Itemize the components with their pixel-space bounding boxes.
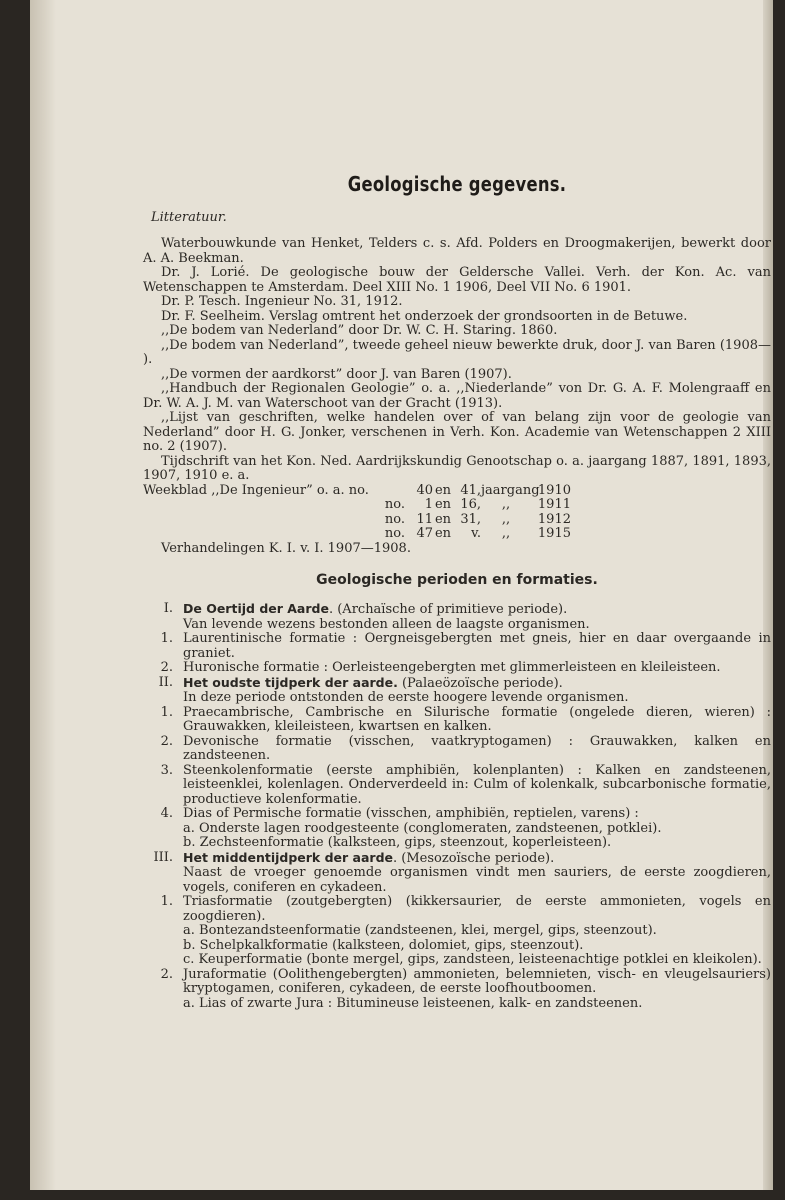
reference-item: Dr. J. Lorié. De geologische bouw der Geldersche Vallei. Verh. der Kon. Ac. van Wetenschappen te Amsterdam. Deel XIII No. 1 1906, Deel VII No. 6 1901. [143, 265, 771, 295]
item-subpoint: a. Lias of zwarte Jura : Bitumineuse leisteenen, kalk- en zandsteenen. [183, 995, 643, 1011]
item-text [183, 602, 771, 618]
item-body: (Palaeözoïsche periode). [397, 675, 563, 691]
item-subpoint: c. Keuperformatie (bonte mergel, gips, zandsteen, leisteenachtige potklei en kleikolen). [183, 952, 762, 967]
item-body: Huronische formatie : Oerleisteengebergten met glimmerleisteen en kleileisteen. [183, 660, 721, 675]
item-body: . (Mesozoïsche periode). [393, 850, 555, 866]
weekblad-no: 40 [416, 482, 433, 498]
weekblad-row [143, 513, 771, 528]
weekblad-year: 1910 [537, 482, 571, 498]
item-text [183, 807, 771, 822]
weekblad-en: en [434, 511, 452, 527]
period-item [143, 735, 771, 764]
item-text [183, 851, 771, 867]
item-subpoint: b. Schelpkalkformatie (kalksteen, dolomiet, gips, steenzout). [183, 937, 584, 953]
period-item [143, 851, 771, 867]
item-text [183, 706, 771, 735]
weekblad-jaargang: jaargang [481, 482, 540, 498]
reference-list [143, 237, 771, 484]
weekblad-no2: 16, [460, 497, 481, 512]
period-item [143, 661, 771, 676]
item-body: Laurentinische formatie : Oergneisgebergten met gneis, hier en daar overgaande in graniet. [183, 631, 771, 661]
page-title: Geologische gegevens. [347, 172, 567, 196]
reference-item: Tijdschrift van het Kon. Ned. Aardrijkskundig Genootschap o. a. jaargang 1887, 1891, 1893, 1907, 1910 e. a. [143, 453, 771, 483]
weekblad-en: en [434, 497, 452, 512]
weekblad-row [143, 484, 771, 499]
weekblad-year: 1915 [537, 526, 571, 541]
item-heading: Het oudste tijdperk der aarde. [183, 674, 398, 690]
period-item [143, 602, 771, 618]
item-body: Juraformatie (Oolithengebergten) ammonieten, belemnieten, visch- en vleugelsauriers) kryptogamen, coniferen, cykadeen, de eerste loofhoutboomen. [183, 966, 771, 996]
reference-item: Waterbouwkunde van Henket, Telders c. s. Afd. Polders en Droogmakerijen, bewerkt door A. A. Beekman. [143, 236, 771, 266]
period-item [143, 764, 771, 808]
litteratuur-label: Litteratuur. [151, 210, 227, 225]
item-number: III. [153, 849, 173, 865]
item-body: Devonische formatie (visschen, vaatkryptogamen) : Grauwakken, kalken en zandsteenen. [183, 733, 771, 763]
item-subpoint: a. Onderste lagen roodgesteente (conglomeraten, zandsteenen, potklei). [183, 820, 662, 836]
item-number: II. [158, 674, 173, 690]
item-continuation: Naast de vroeger genoemde organismen vindt men sauriers, de eerste zoogdieren, vogels, coniferen en cykadeen. [183, 865, 771, 895]
item-body: Praecambrische, Cambrische en Silurische formatie (ongelede dieren, wieren) : Grauwakken, kleileisteen, kwartsen en kalken. [183, 704, 771, 734]
item-number: 4. [160, 806, 173, 821]
verhandelingen-ref: Verhandelingen K. I. v. I. 1907—1908. [161, 540, 411, 556]
weekblad-source: no. [384, 526, 405, 541]
weekblad-source: no. [384, 511, 405, 527]
reference-item: ,,De bodem van Nederland”, tweede geheel nieuw bewerkte druk, door J. van Baren (1908— ). [143, 337, 771, 367]
item-continuation: Van levende wezens bestonden alleen de laagste organismen. [183, 616, 590, 632]
weekblad-year: 1912 [537, 511, 571, 527]
item-text [183, 676, 771, 692]
item-text [183, 968, 771, 997]
reference-item: ,,De bodem van Nederland” door Dr. W. C. H. Staring. 1860. [161, 323, 558, 338]
item-body: Steenkolenformatie (eerste amphibiën, kolenplanten) : Kalken en zandsteenen, leisteenklei, kolenlagen. Onderverdeeld in: Culm of kolenkalk, subcarbonische formatie, productieve kolenformatie. [183, 762, 771, 807]
item-text [183, 661, 771, 676]
item-subpoint: b. Zechsteenformatie (kalksteen, gips, steenzout, koperleisteen). [183, 835, 612, 850]
weekblad-table [143, 484, 771, 542]
weekblad-jaargang: ,, [501, 511, 511, 527]
reference-item: ,,De vormen der aardkorst” door J. van Baren (1907). [161, 366, 512, 382]
weekblad-row [143, 527, 771, 542]
book-spine-shadow [30, 0, 56, 1190]
item-number: 2. [160, 660, 173, 675]
period-item [143, 807, 771, 822]
book-page [30, 0, 773, 1190]
item-text [183, 632, 771, 661]
weekblad-no2: v. [471, 526, 481, 541]
period-item [143, 632, 771, 661]
weekblad-no2: 31, [460, 511, 481, 527]
weekblad-jaargang: ,, [501, 497, 511, 512]
weekblad-jaargang: ,, [501, 526, 511, 541]
reference-item: Dr. F. Seelheim. Verslag omtrent het onderzoek der grondsoorten in de Betuwe. [161, 308, 688, 324]
item-text [183, 895, 771, 924]
item-number: 2. [160, 966, 173, 982]
item-subpoint: a. Bontezandsteenformatie (zandsteenen, klei, mergel, gips, steenzout). [183, 923, 657, 938]
item-body: Dias of Permische formatie (visschen, amphibiën, reptielen, varens) : [183, 806, 639, 821]
weekblad-en: en [434, 482, 452, 498]
period-item [143, 968, 771, 997]
weekblad-source: no. [384, 497, 405, 512]
item-heading: De Oertijd der Aarde [183, 601, 329, 616]
weekblad-no: 47 [416, 526, 433, 541]
weekblad-year: 1911 [537, 497, 571, 512]
period-item [143, 895, 771, 924]
item-number: 1. [160, 631, 173, 646]
weekblad-no2: 41, [460, 482, 481, 498]
item-number: 1. [160, 894, 173, 909]
item-text [183, 735, 771, 764]
item-text [183, 764, 771, 808]
page-content [143, 172, 771, 1011]
weekblad-no: 11 [416, 511, 433, 527]
section-subtitle: Geologische perioden en formaties. [316, 572, 598, 588]
weekblad-row [143, 498, 771, 513]
period-item [143, 676, 771, 692]
item-number: 3. [160, 762, 173, 778]
item-number: I. [163, 601, 173, 616]
weekblad-source: Weekblad ,,De Ingenieur” o. a. no. [143, 482, 369, 498]
item-continuation: In deze periode ontstonden de eerste hoogere levende organismen. [183, 690, 629, 705]
period-list [143, 602, 771, 1011]
reference-item: Dr. P. Tesch. Ingenieur No. 31, 1912. [161, 294, 403, 309]
item-number: 1. [160, 704, 173, 720]
item-heading: Het middentijdperk der aarde [183, 849, 393, 865]
item-number: 2. [160, 733, 173, 749]
item-body: Triasformatie (zoutgebergten) (kikkersaurier, de eerste ammonieten, vogels en zoogdieren). [183, 894, 771, 924]
period-item [143, 706, 771, 735]
reference-item: ,,Lijst van geschriften, welke handelen over of van belang zijn voor de geologie van Nederland” door H. G. Jonker, verschenen in Verh. Kon. Academie van Wetenschappen 2 XIII no. 2 (1907). [143, 410, 771, 454]
reference-item: ,,Handbuch der Regionalen Geologie” o. a. ,,Niederlande” von Dr. G. A. F. Molengraaff en Dr. W. A. J. M. van Waterschoot van der Gracht (1913). [143, 381, 771, 411]
item-body: . (Archaïsche of primitieve periode). [328, 602, 568, 617]
weekblad-en: en [434, 526, 452, 541]
weekblad-no: 1 [424, 497, 433, 512]
